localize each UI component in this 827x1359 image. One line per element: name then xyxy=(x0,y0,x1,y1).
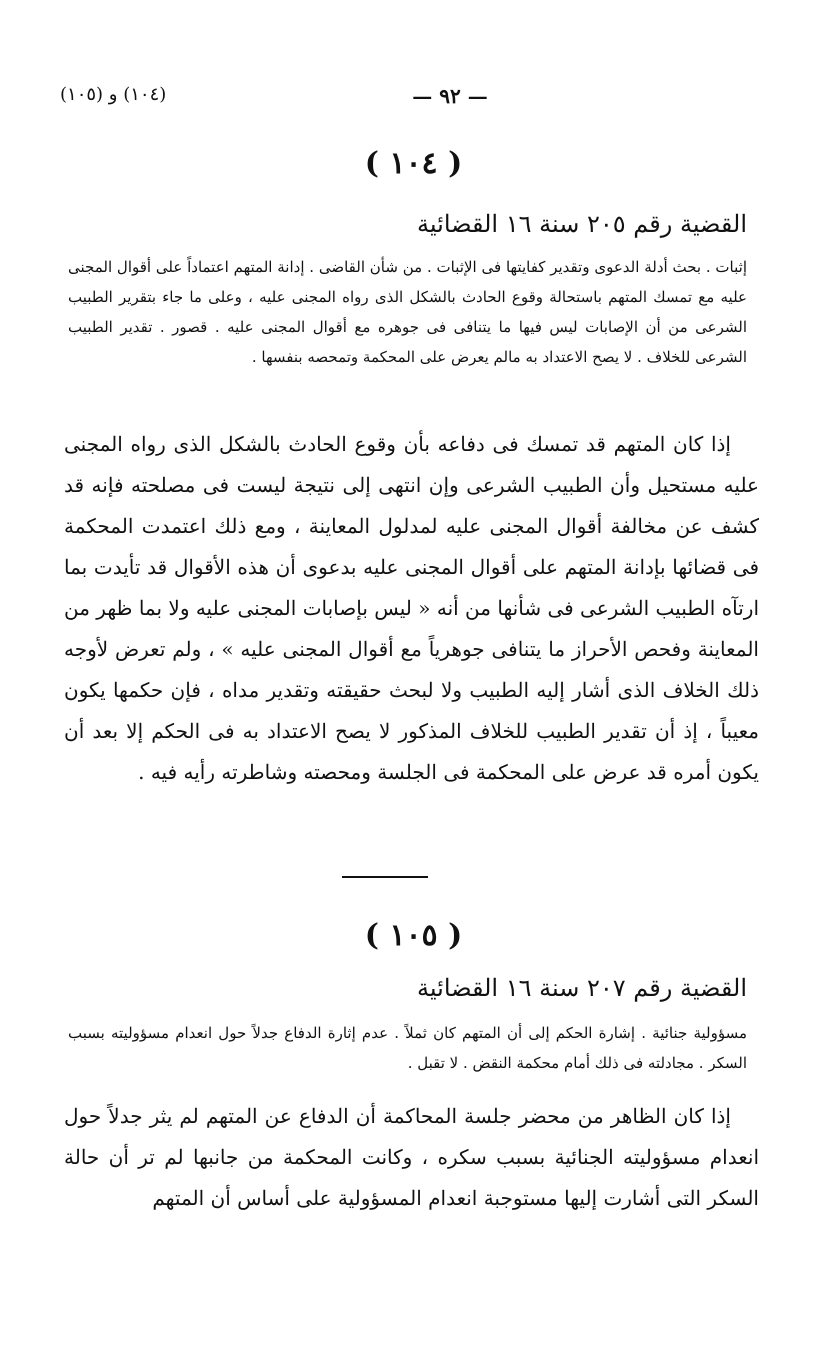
case-105-headnote xyxy=(68,1018,747,1078)
case-105-title: القضية رقم ٢٠٧ سنة ١٦ القضائية xyxy=(417,974,747,1002)
running-header xyxy=(60,84,767,114)
case-104-title: القضية رقم ٢٠٥ سنة ١٦ القضائية xyxy=(417,210,747,238)
page-number: — ٩٢ — xyxy=(412,84,488,108)
header-case-range: (١٠٤) و (١٠٥) xyxy=(60,84,167,105)
case-105-body-text: إذا كان الظاهر من محضر جلسة المحاكمة أن الدفاع عن المتهم لم يثر جدلاً حول انعدام مسؤوليته الجنائية بسبب سكره ، وكانت المحكمة من جانبها لم تر أن حالة السكر التى أشارت إليها مستوجبة انعدام المسؤولية على أساس أن المتهم xyxy=(64,1104,759,1210)
case-104-headnote-text: إثبات . بحث أدلة الدعوى وتقدير كفايتها فى الإثبات . من شأن القاضى . إدانة المتهم اعتماداً على أقوال المجنى عليه مع تمسك المتهم باستحالة وقوع الحادث بالشكل الذى رواه المجنى عليه ، وعلى ما جاء بتقرير الطبيب الشرعى من أن الإصابات ليس فيها ما يتنافى فى جوهره مع أقوال المجنى عليه . قصور . تقدير الطبيب الشرعى للخلاف . لا يصح الاعتداد به مالم يعرض على المحكمة وتمحصه بنفسها . xyxy=(68,258,747,366)
case-104-headnote xyxy=(68,252,747,372)
case-105-body xyxy=(64,1096,759,1219)
case-105-headnote-text: مسؤولية جنائية . إشارة الحكم إلى أن المتهم كان ثملاً . عدم إثارة الدفاع جدلاً حول انعدام مسؤوليته بسبب السكر . مجادلته فى ذلك أمام محكمة النقض . لا تقبل . xyxy=(68,1024,747,1072)
case-105-number: ( ١٠٥ ) xyxy=(364,918,463,953)
case-104-body-text: إذا كان المتهم قد تمسك فى دفاعه بأن وقوع الحادث بالشكل الذى رواه المجنى عليه مستحيل وأن الطبيب الشرعى وإن انتهى إلى نتيجة ليست فى مصلحته فإنه قد كشف عن مخالفة أقوال المجنى عليه لمدلول المعاينة ، ومع ذلك اعتمدت المحكمة فى قضائها بإدانة المتهم على أقوال المجنى عليه بدعوى أن هذه الأقوال قد تأيدت بما ارتآه الطبيب الشرعى فى شأنها من أنه « ليس بإصابات المجنى عليه ولا بما ظهر من المعاينة وفحص الأحراز ما يتنافى جوهرياً مع أقوال المجنى عليه » ، ولم تعرض لأوجه ذلك الخلاف الذى أشار إليه الطبيب ولا لبحث حقيقته وتقدير مداه ، فإن حكمها يكون معيباً ، إذ أن تقدير الطبيب للخلاف المذكور لا يصح الاعتداد به فى الحكم إلا بعد أن يكون أمره قد عرض على المحكمة فى الجلسة ومحصته وشاطرته رأيه فيه . xyxy=(64,432,759,784)
section-divider xyxy=(342,876,428,878)
case-104-body xyxy=(64,424,759,793)
case-104-number: ( ١٠٤ ) xyxy=(364,146,463,181)
